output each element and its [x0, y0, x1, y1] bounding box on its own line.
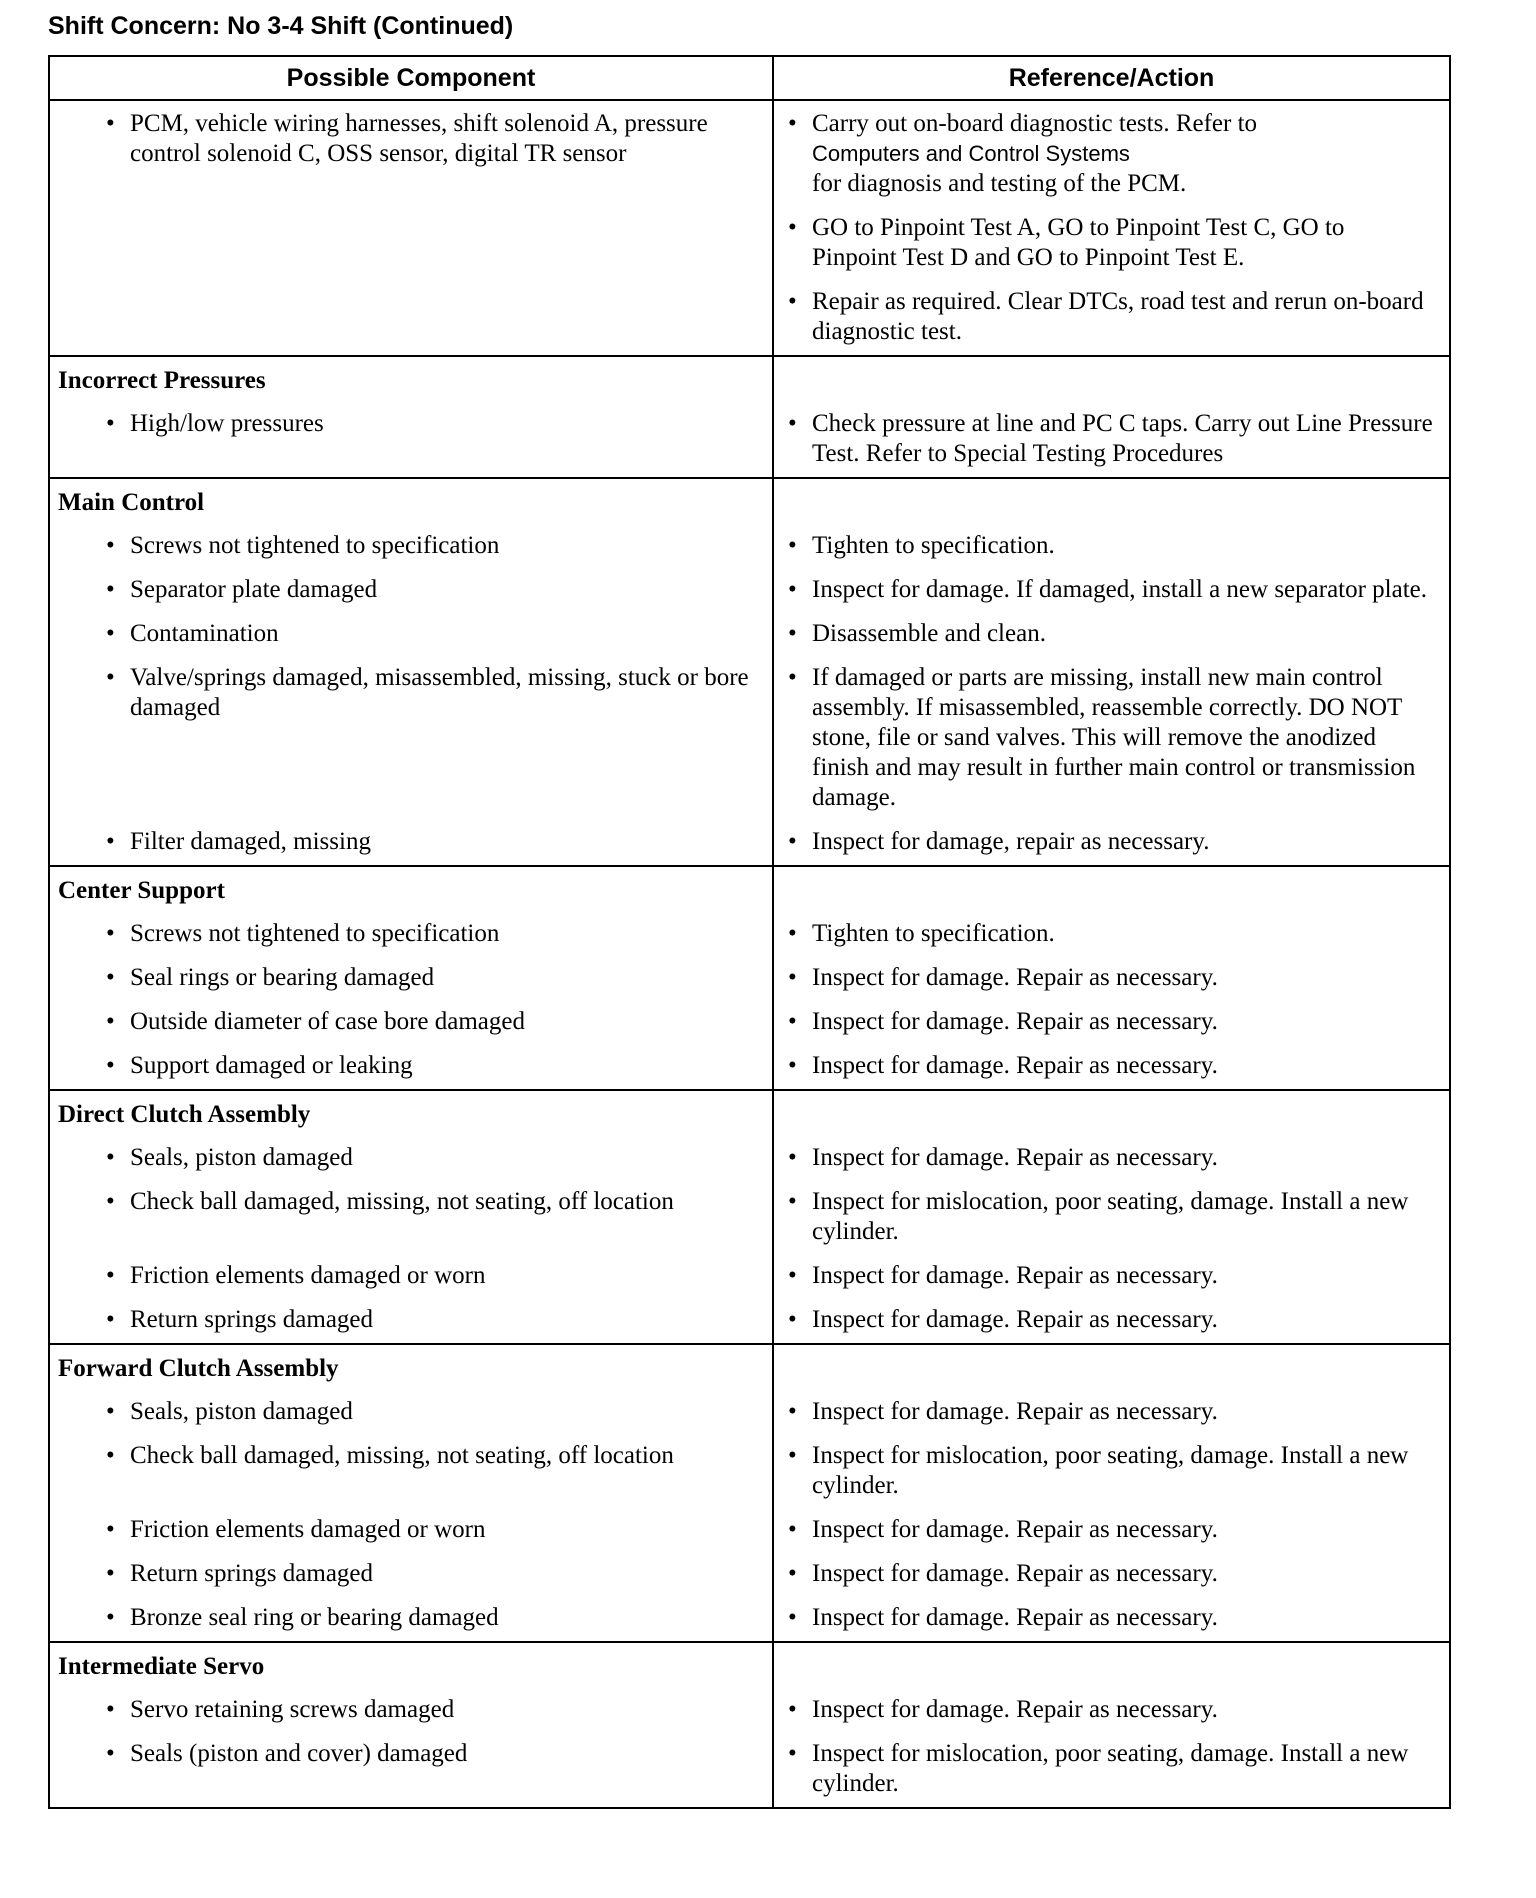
bullet-icon: • — [106, 1560, 115, 1587]
bullet-icon: • — [106, 620, 115, 647]
component-cell — [49, 1642, 773, 1808]
bullet-icon: • — [788, 828, 797, 855]
component-text: Return springs damaged — [130, 1306, 374, 1333]
section-row — [49, 1090, 1450, 1344]
list-item — [788, 1143, 1435, 1173]
action-text: Inspect for damage. Repair as necessary. — [812, 1604, 1218, 1631]
list-item — [788, 1739, 1435, 1799]
list-item — [58, 963, 762, 993]
section-title-spacer — [788, 1651, 1435, 1695]
component-list — [50, 1345, 772, 1641]
bullet-icon: • — [788, 1052, 797, 1079]
section-title-spacer — [788, 1099, 1435, 1143]
list-item — [58, 1559, 762, 1589]
section-title: Forward Clutch Assembly — [58, 1355, 339, 1382]
section-title: Intermediate Servo — [58, 1653, 265, 1680]
bullet-icon: • — [788, 576, 797, 603]
intro-action-cell — [773, 100, 1450, 356]
list-item — [58, 409, 762, 469]
bullet-icon: • — [106, 964, 115, 991]
bullet-icon: • — [106, 664, 115, 691]
section-title: Incorrect Pressures — [58, 367, 266, 394]
bullet-icon: • — [788, 920, 797, 947]
list-item — [58, 1261, 762, 1291]
list-item — [58, 1007, 762, 1037]
action-text: Repair as required. Clear DTCs, road test and rerun on-board diagnostic test. — [812, 288, 1424, 345]
list-item — [788, 663, 1435, 813]
component-text: Seal rings or bearing damaged — [130, 964, 435, 991]
action-text: Inspect for mislocation, poor seating, damage. Install a new cylinder. — [812, 1442, 1409, 1499]
bullet-icon: • — [788, 1696, 797, 1723]
list-item — [788, 531, 1435, 561]
action-cell — [773, 866, 1450, 1090]
bullet-icon: • — [106, 828, 115, 855]
component-text: Valve/springs damaged, misassembled, missing, stuck or bore damaged — [130, 664, 749, 721]
component-text: PCM, vehicle wiring harnesses, shift solenoid A, pressure control solenoid C, OSS sensor, digital TR sensor — [130, 110, 708, 167]
list-item — [58, 1695, 762, 1725]
bullet-icon: • — [788, 1188, 797, 1215]
list-item — [788, 287, 1435, 347]
bullet-icon: • — [788, 110, 797, 137]
bullet-icon: • — [788, 1560, 797, 1587]
action-list — [774, 867, 1449, 1089]
component-text: Seals (piston and cover) damaged — [130, 1740, 468, 1767]
action-text: Tighten to specification. — [812, 920, 1055, 947]
bullet-icon: • — [106, 1604, 115, 1631]
list-item — [788, 109, 1435, 199]
list-item — [58, 1515, 762, 1545]
section-row — [49, 1344, 1450, 1642]
bullet-icon: • — [106, 576, 115, 603]
bullet-icon: • — [788, 288, 797, 315]
component-text: Screws not tightened to specification — [130, 532, 500, 559]
component-text: Servo retaining screws damaged — [130, 1696, 455, 1723]
bullet-icon: • — [106, 1052, 115, 1079]
list-item — [788, 827, 1435, 857]
list-item — [58, 663, 762, 813]
component-text: Support damaged or leaking — [130, 1052, 413, 1079]
bullet-icon: • — [788, 620, 797, 647]
list-item — [788, 1261, 1435, 1291]
action-text: Inspect for damage. Repair as necessary. — [812, 1144, 1218, 1171]
list-item — [58, 531, 762, 561]
list-item — [58, 1441, 762, 1501]
list-item — [788, 1559, 1435, 1589]
list-item — [788, 1051, 1435, 1081]
action-text: Inspect for damage. Repair as necessary. — [812, 1008, 1218, 1035]
list-item — [58, 575, 762, 605]
bullet-icon: • — [106, 1188, 115, 1215]
bullet-icon: • — [788, 1604, 797, 1631]
action-text: Inspect for damage. Repair as necessary. — [812, 1516, 1218, 1543]
shift-concern-table — [48, 55, 1451, 1809]
component-list — [50, 867, 772, 1089]
component-cell — [49, 1090, 773, 1344]
list-item — [58, 109, 762, 169]
list-item — [788, 575, 1435, 605]
component-text: Filter damaged, missing — [130, 828, 371, 855]
component-cell — [49, 1344, 773, 1642]
list-item — [788, 1695, 1435, 1725]
action-cell — [773, 1090, 1450, 1344]
action-list — [774, 1345, 1449, 1641]
section-row — [49, 866, 1450, 1090]
bullet-icon: • — [106, 1740, 115, 1767]
component-list — [50, 357, 772, 477]
section-title: Direct Clutch Assembly — [58, 1101, 311, 1128]
section-row — [49, 1642, 1450, 1808]
action-text: Inspect for damage. Repair as necessary. — [812, 964, 1218, 991]
action-text: Inspect for damage, repair as necessary. — [812, 828, 1210, 855]
bullet-icon: • — [106, 1516, 115, 1543]
bullet-icon: • — [106, 1008, 115, 1035]
action-cell — [773, 1344, 1450, 1642]
intro-row — [49, 100, 1450, 356]
section-row — [49, 478, 1450, 866]
bullet-icon: • — [788, 1442, 797, 1469]
bullet-icon: • — [106, 1398, 115, 1425]
component-text: Separator plate damaged — [130, 576, 378, 603]
action-text: Inspect for mislocation, poor seating, damage. Install a new cylinder. — [812, 1188, 1409, 1245]
list-item — [788, 409, 1435, 469]
action-text: Inspect for damage. Repair as necessary. — [812, 1306, 1218, 1333]
section-row — [49, 356, 1450, 478]
action-text: Disassemble and clean. — [812, 620, 1046, 647]
list-item — [58, 1739, 762, 1799]
action-text: Inspect for damage. Repair as necessary. — [812, 1560, 1218, 1587]
action-list — [774, 357, 1449, 477]
bullet-icon: • — [788, 410, 797, 437]
action-text: Tighten to specification. — [812, 532, 1055, 559]
bullet-icon: • — [788, 1516, 797, 1543]
section-title-spacer — [788, 875, 1435, 919]
component-text: Bronze seal ring or bearing damaged — [130, 1604, 499, 1631]
component-cell — [49, 478, 773, 866]
action-cell — [773, 478, 1450, 866]
bullet-icon: • — [106, 1306, 115, 1333]
bullet-icon: • — [106, 920, 115, 947]
component-list — [50, 1643, 772, 1807]
bullet-icon: • — [788, 1306, 797, 1333]
list-item — [788, 1187, 1435, 1247]
list-item — [58, 1051, 762, 1081]
bullet-icon: • — [788, 1398, 797, 1425]
table-header-row — [49, 56, 1450, 100]
bullet-icon: • — [788, 664, 797, 691]
bullet-icon: • — [788, 532, 797, 559]
section-title-spacer — [788, 487, 1435, 531]
bullet-icon: • — [106, 1442, 115, 1469]
page-title: Shift Concern: No 3-4 Shift (Continued) — [48, 12, 514, 40]
action-text: Inspect for damage. Repair as necessary. — [812, 1052, 1218, 1079]
list-item — [788, 619, 1435, 649]
component-text: Check ball damaged, missing, not seating, off location — [130, 1442, 674, 1469]
action-cell — [773, 356, 1450, 478]
action-text: GO to Pinpoint Test A, GO to Pinpoint Test C, GO to Pinpoint Test D and GO to Pinpoint Test E. — [812, 214, 1345, 271]
action-text: Inspect for damage. Repair as necessary. — [812, 1696, 1218, 1723]
bullet-icon: • — [788, 1008, 797, 1035]
action-text: Inspect for damage. If damaged, install a new separator plate. — [812, 576, 1428, 603]
action-list — [774, 1643, 1449, 1807]
list-item — [788, 1603, 1435, 1633]
list-item — [58, 919, 762, 949]
action-text: Check pressure at line and PC C taps. Carry out Line Pressure Test. Refer to Special Testing Procedures — [812, 410, 1433, 467]
bullet-icon: • — [106, 1262, 115, 1289]
section-title: Main Control — [58, 489, 205, 516]
component-cell — [49, 356, 773, 478]
header-reference-action: Reference/Action — [773, 56, 1450, 100]
action-text: If damaged or parts are missing, install new main control assembly. If misassembled, reassemble correctly. DO NOT stone, file or sand valves. This will remove the anodized finish and may result in further main control or transmission damage. — [812, 664, 1416, 811]
bullet-icon: • — [788, 214, 797, 241]
component-text: Contamination — [130, 620, 279, 647]
reference-link[interactable]: Computers and Control Systems — [812, 141, 1130, 166]
header-possible-component: Possible Component — [49, 56, 773, 100]
action-cell — [773, 1642, 1450, 1808]
action-text: for diagnosis and testing of the PCM. — [812, 170, 1187, 197]
component-text: Screws not tightened to specification — [130, 920, 500, 947]
list-item — [58, 1603, 762, 1633]
component-text: Outside diameter of case bore damaged — [130, 1008, 525, 1035]
component-text: Seals, piston damaged — [130, 1144, 353, 1171]
list-item — [788, 1007, 1435, 1037]
bullet-icon: • — [106, 110, 115, 137]
component-cell — [49, 866, 773, 1090]
list-item — [788, 1305, 1435, 1335]
component-text: Check ball damaged, missing, not seating, off location — [130, 1188, 674, 1215]
component-text: Friction elements damaged or worn — [130, 1516, 486, 1543]
section-title-spacer — [788, 1353, 1435, 1397]
bullet-icon: • — [106, 532, 115, 559]
bullet-icon: • — [106, 1144, 115, 1171]
bullet-icon: • — [788, 1262, 797, 1289]
bullet-icon: • — [106, 1696, 115, 1723]
list-item — [58, 1397, 762, 1427]
list-item — [58, 1143, 762, 1173]
list-item — [58, 1305, 762, 1335]
component-text: High/low pressures — [130, 410, 324, 437]
bullet-icon: • — [106, 410, 115, 437]
action-text: Inspect for damage. Repair as necessary. — [812, 1262, 1218, 1289]
action-list — [774, 479, 1449, 865]
list-item — [58, 1187, 762, 1247]
action-text: Inspect for mislocation, poor seating, damage. Install a new cylinder. — [812, 1740, 1409, 1797]
action-list — [774, 1091, 1449, 1343]
action-text: Inspect for damage. Repair as necessary. — [812, 1398, 1218, 1425]
list-item — [788, 919, 1435, 949]
section-title: Center Support — [58, 877, 225, 904]
component-text: Friction elements damaged or worn — [130, 1262, 486, 1289]
section-title-spacer — [788, 365, 1435, 409]
component-list — [50, 1091, 772, 1343]
bullet-icon: • — [788, 1144, 797, 1171]
list-item — [788, 1441, 1435, 1501]
bullet-icon: • — [788, 964, 797, 991]
list-item — [788, 213, 1435, 273]
component-text: Return springs damaged — [130, 1560, 374, 1587]
component-list — [50, 479, 772, 865]
action-text: Carry out on-board diagnostic tests. Refer to — [812, 110, 1258, 137]
component-text: Seals, piston damaged — [130, 1398, 353, 1425]
bullet-icon: • — [788, 1740, 797, 1767]
list-item — [788, 1515, 1435, 1545]
list-item — [788, 1397, 1435, 1427]
list-item — [788, 963, 1435, 993]
list-item — [58, 619, 762, 649]
intro-component-cell — [49, 100, 773, 356]
list-item — [58, 827, 762, 857]
